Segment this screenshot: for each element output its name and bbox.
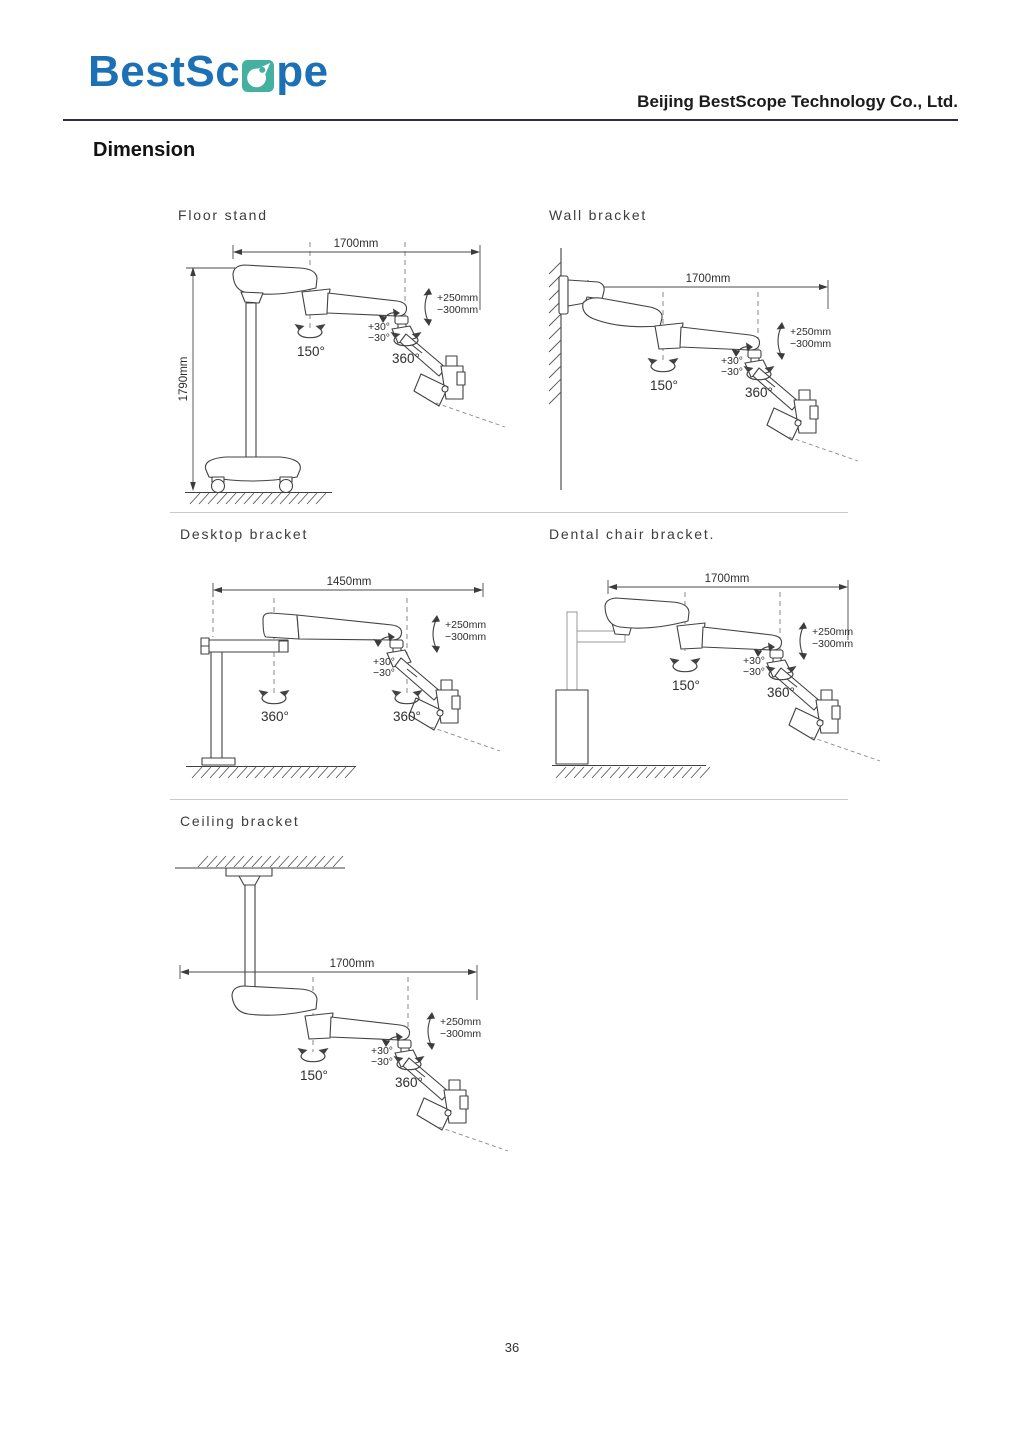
separator-line	[170, 799, 848, 800]
svg-text:−300mm: −300mm	[445, 631, 487, 643]
svg-text:−300mm: −300mm	[790, 338, 832, 350]
svg-text:+250mm: +250mm	[812, 626, 854, 638]
svg-text:1700mm: 1700mm	[704, 573, 750, 585]
floor-stand-diagram	[160, 228, 532, 518]
desktop-structure	[186, 613, 402, 778]
page-number: 36	[504, 1340, 520, 1355]
ceiling-arm-structure	[232, 986, 317, 1015]
svg-text:1700mm: 1700mm	[685, 273, 731, 285]
svg-text:−300mm: −300mm	[437, 304, 479, 316]
extension-arm	[305, 1013, 410, 1040]
svg-text:150°: 150°	[300, 1068, 328, 1083]
rotation-icon	[670, 658, 701, 672]
svg-text:360°: 360°	[392, 351, 420, 366]
svg-text:−30°: −30°	[720, 366, 744, 378]
svg-text:+250mm: +250mm	[440, 1016, 482, 1028]
svg-text:360°: 360°	[767, 685, 795, 700]
microscope-head-arm	[382, 1033, 509, 1152]
svg-text:+30°: +30°	[372, 656, 396, 668]
svg-text:−30°: −30°	[367, 332, 391, 344]
desktop-bracket-title: Desktop bracket	[180, 526, 309, 542]
svg-text:360°: 360°	[745, 385, 773, 400]
dental-chair-bracket-diagram	[530, 570, 970, 794]
wall-bracket-title: Wall bracket	[549, 207, 648, 223]
extension-arm	[655, 323, 760, 350]
svg-text:+250mm: +250mm	[445, 619, 487, 631]
wall-structure	[549, 248, 662, 490]
svg-text:+30°: +30°	[370, 1045, 394, 1057]
extension-arm	[302, 289, 407, 316]
page-title: Dimension	[93, 139, 196, 161]
svg-text:−300mm: −300mm	[440, 1028, 482, 1040]
svg-text:−300mm: −300mm	[812, 638, 854, 650]
header-rule	[63, 119, 958, 121]
svg-text:+30°: +30°	[742, 655, 766, 667]
svg-text:360°: 360°	[395, 1075, 423, 1090]
width-dimension	[213, 576, 483, 597]
svg-text:1700mm: 1700mm	[333, 238, 379, 250]
logo-text-2: pe	[276, 47, 329, 96]
logo-text-1: BestSc	[88, 47, 241, 96]
microscope-head-arm	[732, 343, 859, 462]
construction-lines	[310, 242, 405, 334]
svg-text:150°: 150°	[297, 344, 325, 359]
wall-bracket-diagram	[540, 238, 964, 516]
desktop-bracket-diagram	[160, 572, 550, 794]
svg-text:+30°: +30°	[367, 321, 391, 333]
svg-text:−30°: −30°	[742, 666, 766, 678]
ceiling-bracket-title: Ceiling bracket	[180, 813, 300, 829]
svg-text:1450mm: 1450mm	[326, 576, 372, 588]
width-dimension	[180, 958, 477, 1000]
extension-arm	[677, 623, 782, 650]
svg-text:360°: 360°	[393, 709, 421, 724]
floor-stand-title: Floor stand	[178, 207, 268, 223]
bestscope-logo	[88, 47, 329, 96]
svg-text:−30°: −30°	[370, 1056, 394, 1068]
ceiling-bracket-diagram	[160, 845, 545, 1155]
logo-scope-eye-icon	[242, 60, 274, 92]
svg-text:1790mm: 1790mm	[178, 356, 190, 402]
rotation-icon	[648, 358, 679, 372]
company-name: Beijing BestScope Technology Co., Ltd.	[637, 92, 958, 111]
svg-text:+250mm: +250mm	[437, 292, 479, 304]
svg-text:+250mm: +250mm	[790, 326, 832, 338]
microscope-head-arm	[379, 309, 506, 428]
microscope-head-arm	[754, 643, 881, 762]
svg-text:150°: 150°	[672, 678, 700, 693]
svg-text:150°: 150°	[650, 378, 678, 393]
dental-chair-bracket-title: Dental chair bracket.	[549, 526, 716, 542]
svg-text:360°: 360°	[261, 709, 289, 724]
svg-text:+30°: +30°	[720, 355, 744, 367]
svg-text:−30°: −30°	[372, 667, 396, 679]
svg-text:1700mm: 1700mm	[329, 958, 375, 970]
